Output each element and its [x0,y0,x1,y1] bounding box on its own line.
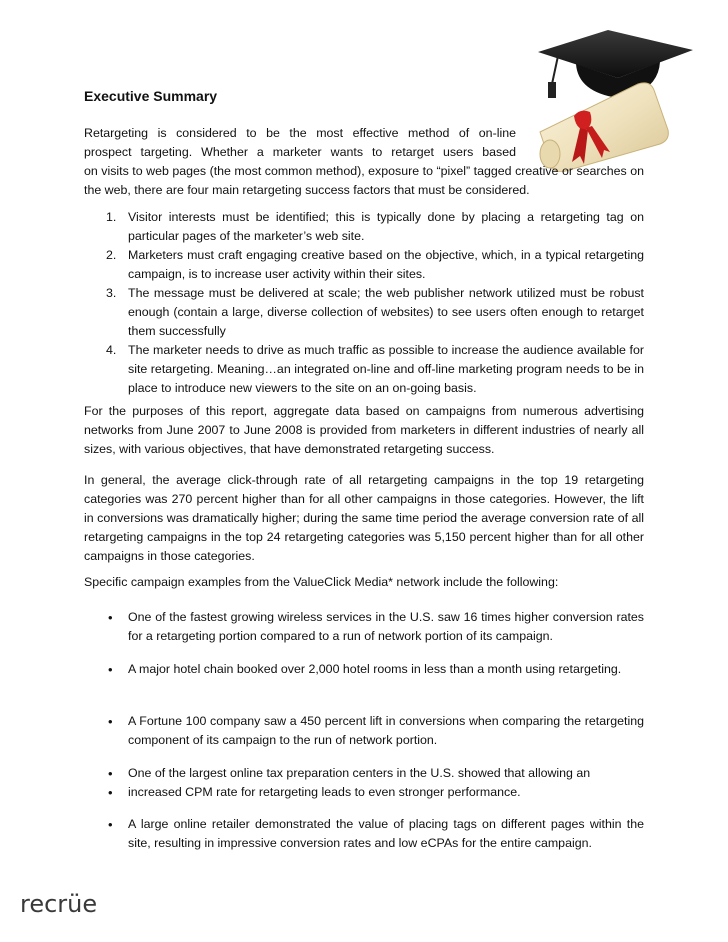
bullet-icon: • [108,785,113,800]
example-bullet-4 [84,764,644,802]
example-bullet-2 [84,660,644,679]
list-text: increased CPM rate for retargeting leads to even stronger performance. [128,785,521,799]
list-item [84,660,644,679]
example-bullet-6 [84,815,644,853]
bullet-icon: • [108,610,113,625]
success-factors-list [84,208,644,398]
list-number: 3. [106,286,117,300]
purpose-paragraph: For the purposes of this report, aggregate data based on campaigns from numerous advertising networks from June 2007 to June 2008 is provided from marketers in different industries of nearly all sizes, with various objectives, that have demonstrated retargeting success. [84,404,644,456]
general-paragraph: In general, the average click-through rate of all retargeting campaigns in the top 19 retargeting categories was 270 percent higher than for all other campaigns in those categories. However, the lift in conversions was dramatically higher; during the same time period the average conversion rate of all retargeting campaigns in the top 24 retargeting categories was 5,150 percent higher than for all other campaigns in those categories. [84,473,644,563]
list-text: One of the largest online tax preparation centers in the U.S. showed that allowing an [128,766,591,780]
intro-rest: on visits to web pages (the most common method), exposure to “pixel” tagged creative or searches on the web, there are four main retargeting success factors that must be considered. [84,164,644,197]
bullet-icon: • [108,662,113,677]
example-bullet-3 [84,712,644,750]
list-item [84,284,644,341]
list-item [84,815,644,853]
list-item [84,341,644,398]
list-text: A Fortune 100 company saw a 450 percent lift in conversions when comparing the retargeting component of its campaign to the run of network portion. [128,714,644,747]
list-text: The message must be delivered at scale; the web publisher network utilized must be robust enough (contain a large, diverse collection of websites) to see users often enough to retarget them successfully [128,286,644,338]
list-item [84,712,644,750]
list-text: One of the fastest growing wireless services in the U.S. saw 16 times higher conversion rates for a retargeting portion compared to a run of network portion of its campaign. [128,610,644,643]
bullet-icon: • [108,766,113,781]
list-number: 2. [106,248,117,262]
specific-examples-intro: Specific campaign examples from the ValueClick Media* network include the following: [84,575,559,589]
list-item [84,764,644,783]
list-text: A major hotel chain booked over 2,000 hotel rooms in less than a month using retargeting. [128,662,622,676]
intro-line-2: prospect targeting. Whether a marketer wants to retarget users based [84,145,516,159]
list-item [84,783,644,802]
intro-paragraph [84,124,644,200]
list-text: The marketer needs to drive as much traffic as possible to increase the audience available for site retargeting. Meaning…an integrated on-line and off-line marketing program needs to be in place to introduce new viewers to the site on an on-going basis. [128,343,644,395]
list-item [84,246,644,284]
bullet-icon: • [108,714,113,729]
list-text: A large online retailer demonstrated the value of placing tags on different pages within the site, resulting in impressive conversion rates and low eCPAs for the entire campaign. [128,817,644,850]
list-text: Visitor interests must be identified; this is typically done by placing a retargeting tag on particular pages of the marketer’s web site. [128,210,644,243]
list-item [84,608,644,646]
list-number: 4. [106,343,117,357]
logo-text: recrüe [20,890,98,918]
list-text: Marketers must craft engaging creative based on the objective, which, in a typical retargeting campaign, is to increase user activity within their sites. [128,248,644,281]
bullet-icon: • [108,817,113,832]
example-bullet-1 [84,608,644,646]
list-item [84,208,644,246]
intro-line-1: Retargeting is considered to be the most effective method of on-line [84,126,516,140]
recrue-logo [20,888,120,918]
list-number: 1. [106,210,117,224]
page-title: Executive Summary [84,88,218,104]
